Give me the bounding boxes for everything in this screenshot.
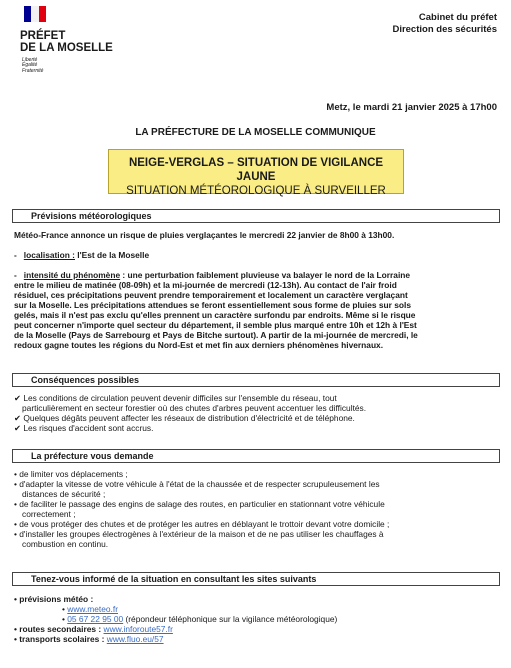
previsions-intro: Météo-France annonce un risque de pluies verglaçantes le mercredi 22 janvier de 8h00 à 13h00.: [14, 230, 395, 240]
intensite-line: peut concerner n'importe quel secteur du département, il semble plus marqué entre 10h et 12h à l'Est: [14, 320, 417, 330]
prefet-line2: DE LA MOSELLE: [20, 42, 113, 54]
demande-item: • d'adapter la vitesse de votre véhicule à l'état de la chaussée et de respecter scrupuleusement les: [14, 479, 380, 489]
info-list: • prévisions météo : • www.meteo.fr • 05 67 22 95 00 (répondeur téléphonique sur la vigilance météorologique) • routes secondaires : www.inforoute57.fr • transports scolaires : www.fluo.eu/57: [14, 594, 500, 644]
demande-item: combustion en continu.: [22, 539, 109, 549]
direction-label: Direction des sécurités: [392, 24, 497, 35]
prefet-line1: PRÉFET: [20, 30, 66, 42]
phone-note: (répondeur téléphonique sur la vigilance météorologique): [123, 614, 338, 624]
section-consequences-heading: Conséquences possibles: [31, 375, 140, 385]
date-line: Metz, le mardi 21 janvier 2025 à 17h00: [326, 102, 497, 113]
cabinet-label: Cabinet du préfet: [418, 12, 497, 23]
intensite-line: gelés, mais il n'est pas exclu qu'elles prennent un caractère surfondu par endroits. Même si le risque: [14, 310, 416, 320]
meteo-label: • prévisions météo :: [14, 594, 94, 604]
devise: [22, 58, 43, 74]
section-demande-heading: La préfecture vous demande: [31, 451, 154, 461]
intensite-line: de la Moselle (Pays de Sarrebourg et Pays de Bitche surtout). A partir de la mi-journée de mercredi, le: [14, 330, 418, 340]
demande-list: [14, 469, 500, 549]
intensite-label: intensité du phénomène: [23, 270, 121, 280]
localisation-label: localisation :: [23, 250, 75, 260]
routes-link[interactable]: www.inforoute57.fr: [103, 624, 173, 634]
intensite-block: - intensité du phénomène : une perturbation faiblement pluvieuse va balayer le nord de la Lorraine entre le milieu de matinée (08-09h) et la mi-journée de mercredi (12-13h). Au contact de l'air froid résiduel, ces précipitations peuvent prendre temporairement et localement un caractère verglaçant sur la Moselle. Les précipitations attendues se feront essentiellement sous forme de pluies sur sols gelés, mais il n'est pas exclu qu'elles prennent un caractère surfondu par endroits. Même si le risque peut concerner n'importe quel secteur du département, il semble plus marqué entre 10h et 12h à l'Est de la Moselle (Pays de Sarrebourg et Pays de Bitche surtout). A partir de la mi-journée de mercredi, le redoux gagne toutes les régions du Nord-Est et met fin aux derniers phénomènes hivernaux.: [14, 270, 500, 350]
alert-banner: [108, 149, 404, 197]
cabinet-block: [392, 12, 497, 36]
devise-egalite: Égalité: [22, 62, 38, 69]
alert-subtitle: SITUATION MÉTÉOROLOGIQUE À SURVEILLER: [126, 185, 386, 197]
transports-link[interactable]: www.fluo.eu/57: [106, 634, 164, 644]
devise-fraternite: Fraternité: [22, 67, 44, 74]
marianne-logo-icon: [24, 6, 46, 22]
transports-label: • transports scolaires :: [14, 634, 107, 644]
devise-liberte: Liberté: [22, 57, 38, 63]
localisation-line: - localisation : l'Est de la Moselle: [14, 250, 150, 260]
consequences-list: [14, 393, 500, 433]
intensite-line: sur la Moselle. Les précipitations attendues se feront essentiellement sous forme de pluies sur sols: [14, 300, 412, 310]
alert-title: NEIGE-VERGLAS – SITUATION DE VIGILANCE JAUNE: [128, 157, 384, 183]
consequence-item: ✔ Quelques dégâts peuvent affecter les réseaux de distribution d'électricité et de téléphone.: [14, 413, 355, 423]
section-consequences: [12, 373, 500, 387]
demande-item: correctement ;: [22, 509, 76, 519]
intensite-line: entre le milieu de matinée (08-09h) et la mi-journée de mercredi (12-13h). Au contact de l'air froid: [14, 280, 397, 290]
section-previsions: [12, 209, 500, 223]
demande-item: • de faciliter le passage des engins de salage des routes, en particulier en stationnant votre véhicule: [14, 499, 385, 509]
consequence-item: ✔ Les risques d'accident sont accrus.: [14, 423, 154, 433]
section-info: [12, 572, 500, 586]
demande-item: distances de sécurité ;: [22, 489, 106, 499]
demande-item: • de limiter vos déplacements ;: [14, 469, 128, 479]
phone-link[interactable]: 05 67 22 95 00: [67, 614, 124, 624]
localisation-value: l'Est de la Moselle: [74, 250, 150, 260]
demande-item: • de vous protéger des chutes et de protéger les autres en déblayant le trottoir devant votre domicile ;: [14, 519, 390, 529]
meteo-link[interactable]: www.meteo.fr: [67, 604, 118, 614]
section-demande: [12, 449, 500, 463]
routes-label: • routes secondaires :: [14, 624, 104, 634]
intensite-line: redoux gagne toutes les régions du Nord-Est et met fin aux derniers phénomènes hivernaux.: [14, 340, 384, 350]
intensite-line: : une perturbation faiblement pluvieuse va balayer le nord de la Lorraine: [120, 270, 411, 280]
section-previsions-heading: Prévisions météorologiques: [31, 211, 152, 221]
prefet-title: [20, 30, 113, 54]
consequence-item: particulièrement en secteur forestier où des chutes d'arbres peuvent accentuer les difficultés.: [22, 403, 367, 413]
demande-item: • d'installer les groupes électrogènes à l'extérieur de la maison et de ne pas utiliser les chauffages à: [14, 529, 384, 539]
consequence-item: ✔ Les conditions de circulation peuvent devenir difficiles sur l'ensemble du réseau, tout: [14, 393, 337, 403]
section-info-heading: Tenez-vous informé de la situation en consultant les sites suivants: [31, 574, 317, 584]
communique-title: LA PRÉFECTURE DE LA MOSELLE COMMUNIQUE: [135, 127, 376, 138]
intensite-line: résiduel, ces précipitations peuvent prendre temporairement et localement un caractère verglaçant: [14, 290, 408, 300]
